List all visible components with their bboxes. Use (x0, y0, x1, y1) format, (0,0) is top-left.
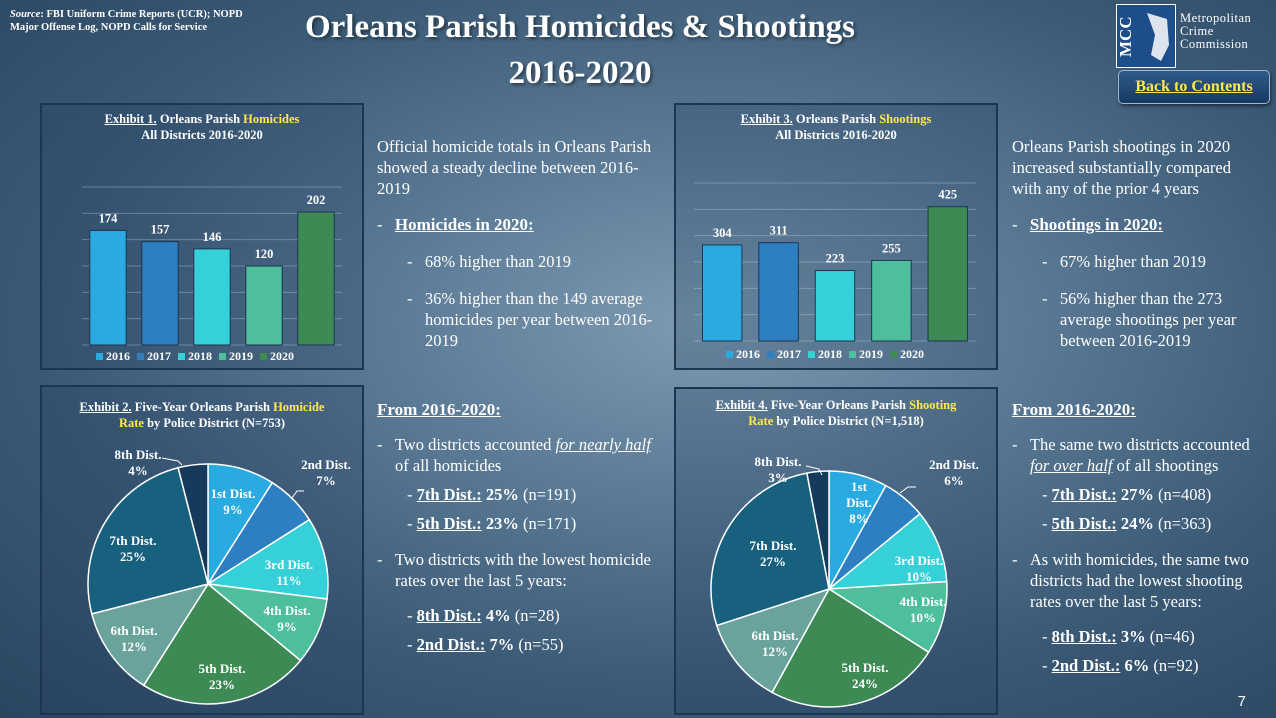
exhibit3-value-label-2019: 255 (882, 241, 901, 256)
exhibit2-label-3: 3rd Dist. (264, 557, 314, 572)
exhibit2-pie-chart (42, 387, 362, 713)
exhibit2-label-4: 4th Dist. (263, 603, 311, 618)
exhibit2-label-6: 6th Dist. (110, 623, 158, 638)
exhibit1-legend-2018: 2018 (178, 349, 212, 364)
shooting-district-2nd: - 2nd Dist.: 6% (n=92) (1042, 656, 1199, 675)
mcc-logo (1116, 4, 1176, 68)
back-to-contents-button[interactable]: Back to Contents (1118, 70, 1270, 104)
exhibit1-bar-2020 (298, 212, 334, 345)
exhibit4-label-6: 6th Dist. (751, 628, 799, 643)
exhibit1-legend-swatch-2017 (137, 353, 144, 360)
exhibit3-legend-2017: 2017 (767, 347, 801, 362)
exhibit1-value-label-2016: 174 (98, 211, 118, 226)
page-title: Orleans Parish Homicides & Shootings 2016-2020 (304, 9, 856, 91)
shooting-district-p1: - The same two districts accounted for over half of all shootings (1012, 435, 1250, 475)
exhibit3-panel (674, 103, 998, 370)
exhibit1-bar-2016 (90, 230, 126, 345)
exhibit3-title: Exhibit 3. Orleans Parish Shootings All Districts 2016-2020 (740, 112, 932, 142)
exhibit2-label-1: 1st Dist. (210, 486, 256, 501)
exhibit1-title: Exhibit 1. Orleans Parish Homicides All Districts 2016-2020 (104, 112, 300, 142)
homicide-intro: Official homicide totals in Orleans Parish showed a steady decline between 2016-2019 (377, 137, 652, 198)
exhibit4-label-2: 6% (944, 473, 964, 488)
exhibit1-bar-2018 (194, 249, 230, 345)
exhibit1-legend-swatch-2019 (219, 353, 226, 360)
exhibit1-panel (40, 103, 364, 370)
shooting-district-7th: - 7th Dist.: 27% (n=408) (1042, 485, 1212, 504)
exhibit3-legend-2018: 2018 (808, 347, 842, 362)
homicide-summary (377, 136, 662, 351)
exhibit2-label-6: 12% (121, 639, 147, 654)
shooting-intro: Orleans Parish shootings in 2020 increased substantially compared with any of the prior 4 years (1012, 137, 1232, 198)
exhibit2-panel (40, 385, 364, 715)
logo-wordmark: Metropolitan Crime Commission (1180, 11, 1252, 51)
exhibit3-legend-swatch-2017 (767, 351, 774, 358)
exhibit2-label-2: 2nd Dist. (301, 457, 351, 472)
exhibit3-value-label-2018: 223 (825, 251, 845, 266)
exhibit2-label-8: 8th Dist. (114, 447, 162, 462)
exhibit3-legend-2019: 2019 (849, 347, 883, 362)
exhibit1-legend-swatch-2018 (178, 353, 185, 360)
exhibit3-value-label-2016: 304 (712, 225, 732, 240)
exhibit4-label-5: 5th Dist. (841, 660, 889, 675)
exhibit1-legend-swatch-2016 (96, 353, 103, 360)
exhibit4-label-8: 3% (768, 470, 788, 485)
exhibit2-label-5: 23% (209, 677, 235, 692)
exhibit4-label-3: 10% (906, 569, 932, 584)
exhibit1-legend-2020: 2020 (260, 349, 294, 364)
shooting-district-p2: - As with homicides, the same two districts had the lowest shooting rates over the last 5 years: (1012, 550, 1249, 611)
exhibit4-label-4: 10% (910, 610, 936, 625)
homicide-bullet-2: - 36% higher than the 149 average homicides per year between 2016-2019 (407, 289, 653, 350)
exhibit3-legend-swatch-2020 (890, 351, 897, 358)
homicide-district-p1: - Two districts accounted for nearly half of all homicides (377, 435, 651, 475)
exhibit4-label-8: 8th Dist. (754, 454, 802, 469)
exhibit1-legend-swatch-2020 (260, 353, 267, 360)
exhibit4-label-2: 2nd Dist. (929, 457, 979, 472)
exhibit4-leader-2 (900, 487, 916, 493)
exhibit1-legend-2019: 2019 (219, 349, 253, 364)
exhibit4-label-5: 24% (852, 676, 878, 691)
exhibit1-value-label-2018: 146 (202, 229, 222, 244)
exhibit2-label-7: 25% (120, 549, 146, 564)
exhibit4-label-7: 7th Dist. (749, 538, 797, 553)
homicide-district-5th: - 5th Dist.: 23% (n=171) (407, 514, 577, 533)
shooting-district-heading: From 2016-2020: (1012, 400, 1136, 419)
exhibit3-legend-swatch-2016 (726, 351, 733, 358)
exhibit3-legend (726, 347, 924, 362)
page-number: 7 (1237, 693, 1246, 710)
exhibit3-bar-2016 (702, 245, 741, 341)
shooting-summary (1012, 136, 1262, 351)
shooting-district-summary (1012, 399, 1267, 676)
homicide-district-p2: - Two districts with the lowest homicide rates over the last 5 years: (377, 550, 651, 590)
exhibit4-label-3: 3rd Dist. (894, 553, 944, 568)
shooting-district-8th: - 8th Dist.: 3% (n=46) (1042, 627, 1195, 646)
exhibit1-value-label-2017: 157 (150, 222, 170, 237)
exhibit2-label-7: 7th Dist. (109, 533, 157, 548)
exhibit1-legend-2016: 2016 (96, 349, 130, 364)
exhibit1-bar-chart (42, 105, 362, 368)
shooting-bullet-1: - 67% higher than 2019 (1042, 252, 1207, 271)
homicide-district-heading: From 2016-2020: (377, 400, 501, 419)
exhibit3-value-label-2020: 425 (938, 187, 958, 202)
exhibit4-pie-chart (676, 389, 996, 713)
exhibit2-label-2: 7% (316, 473, 336, 488)
homicide-district-8th: - 8th Dist.: 4% (n=28) (407, 606, 560, 625)
svg-text:MCC: MCC (1117, 16, 1135, 57)
exhibit2-leader-8 (162, 458, 182, 465)
homicide-bullet-1: - 68% higher than 2019 (407, 252, 572, 271)
exhibit4-label-6: 12% (762, 644, 788, 659)
exhibit3-legend-swatch-2019 (849, 351, 856, 358)
exhibit3-legend-2020: 2020 (890, 347, 924, 362)
exhibit3-bar-chart (676, 105, 996, 368)
exhibit4-label-1: Dist. (846, 495, 872, 510)
exhibit2-label-5: 5th Dist. (198, 661, 246, 676)
exhibit1-bar-2017 (142, 242, 178, 345)
exhibit3-value-label-2017: 311 (769, 223, 788, 238)
exhibit1-bar-2019 (246, 266, 282, 345)
shooting-2020-heading: - Shootings in 2020: (1012, 215, 1164, 234)
homicide-district-summary (377, 399, 662, 655)
exhibit3-legend-2016: 2016 (726, 347, 760, 362)
exhibit3-bar-2017 (759, 243, 798, 341)
exhibit4-panel (674, 387, 998, 715)
mcc-logo-icon (1117, 5, 1175, 67)
exhibit3-bar-2020 (928, 207, 967, 341)
shooting-bullet-2: - 56% higher than the 273 average shootings per year between 2016-2019 (1042, 289, 1237, 350)
exhibit4-label-1: 8% (849, 511, 869, 526)
shooting-district-5th: - 5th Dist.: 24% (n=363) (1042, 514, 1212, 533)
exhibit1-value-label-2019: 120 (254, 247, 274, 261)
exhibit4-label-4: 4th Dist. (899, 594, 947, 609)
exhibit1-legend (96, 349, 294, 364)
homicide-district-7th: - 7th Dist.: 25% (n=191) (407, 485, 577, 504)
exhibit2-label-4: 9% (277, 619, 297, 634)
exhibit4-label-7: 27% (760, 554, 786, 569)
exhibit4-label-1: 1st (851, 479, 867, 494)
exhibit2-label-1: 9% (223, 502, 243, 517)
exhibit4-title: Exhibit 4. Five-Year Orleans Parish Shooting Rate by Police District (N=1,518) (715, 398, 957, 428)
exhibit2-leader-2 (292, 491, 304, 498)
exhibit3-legend-swatch-2018 (808, 351, 815, 358)
exhibit2-label-3: 11% (276, 573, 302, 588)
homicide-district-2nd: - 2nd Dist.: 7% (n=55) (407, 635, 564, 654)
exhibit1-legend-2017: 2017 (137, 349, 171, 364)
exhibit3-bar-2019 (872, 260, 911, 341)
exhibit3-bar-2018 (815, 271, 854, 341)
exhibit2-label-8: 4% (128, 463, 148, 478)
source-note: Source: FBI Uniform Crime Reports (UCR); NOPD Major Offense Log, NOPD Calls for Service (10, 9, 243, 33)
homicide-2020-heading: - Homicides in 2020: (377, 215, 534, 234)
exhibit1-value-label-2020: 202 (306, 193, 326, 208)
exhibit2-title: Exhibit 2. Five-Year Orleans Parish Homicide Rate by Police District (N=753) (79, 400, 325, 430)
